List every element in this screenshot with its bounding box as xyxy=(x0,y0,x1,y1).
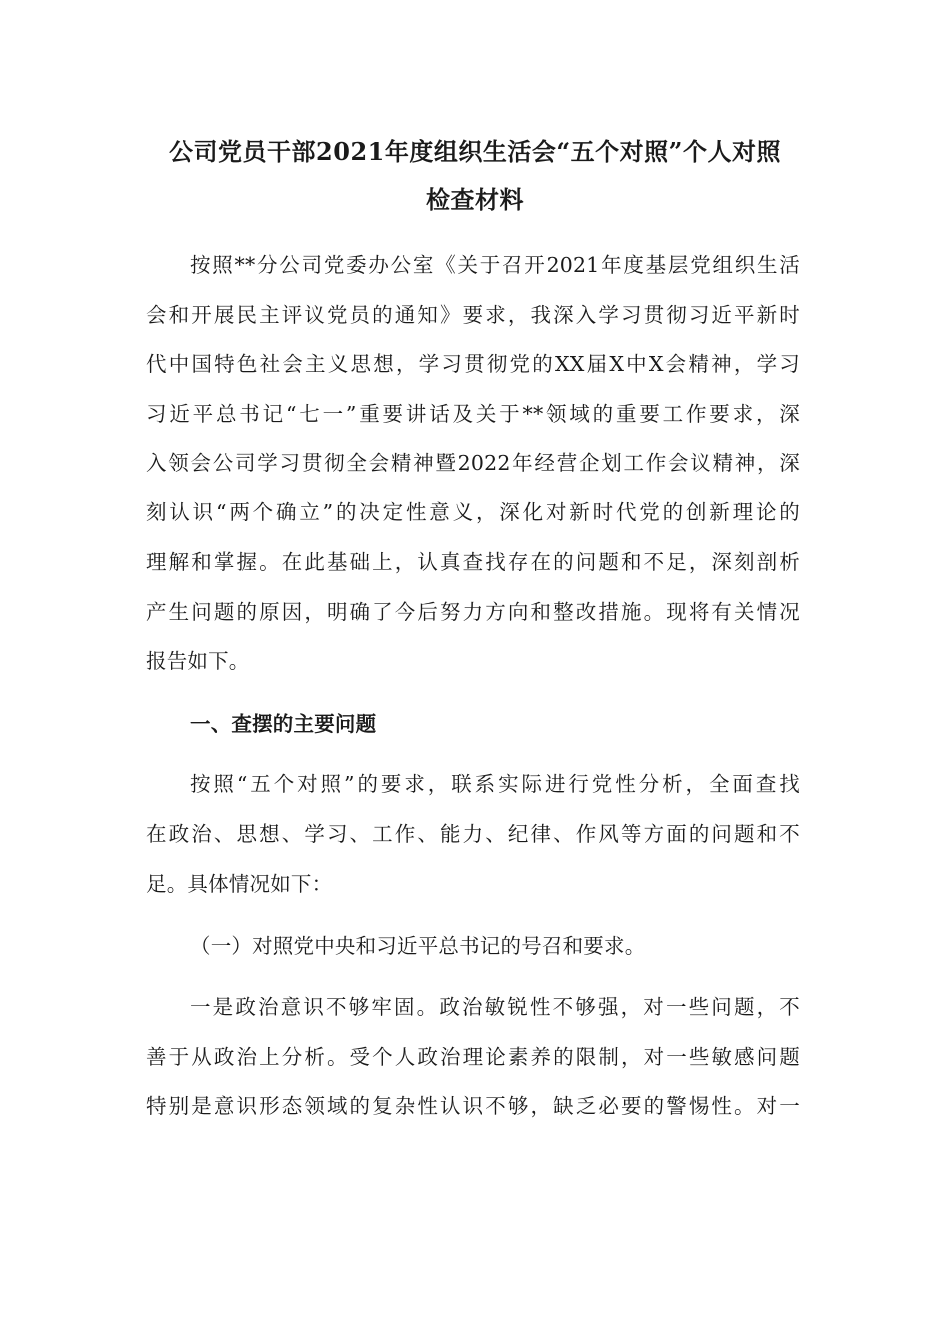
paragraph-line: 善于从政治上分析。受个人政治理论素养的限制，对一些敏感问题 xyxy=(146,1045,800,1069)
paragraph-line: 产生问题的原因，明确了今后努力方向和整改措施。现将有关情况 xyxy=(146,600,800,624)
section-heading: 一、查摆的主要问题 xyxy=(190,712,377,736)
paragraph-line: 理解和掌握。在此基础上，认真查找存在的问题和不足，深刻剖析 xyxy=(146,550,800,574)
document-title-line-2: 检查材料 xyxy=(426,185,524,214)
paragraph-line: 足。具体情况如下： xyxy=(146,872,333,896)
paragraph-line: 刻认识“两个确立”的决定性意义，深化对新时代党的创新理论的 xyxy=(146,500,800,524)
subsection-heading: （一）对照党中央和习近平总书记的号召和要求。 xyxy=(190,934,646,958)
paragraph-line: 按照“五个对照”的要求，联系实际进行党性分析，全面查找 xyxy=(190,772,800,796)
paragraph-line: 代中国特色社会主义思想，学习贯彻党的XX届X中X会精神，学习 xyxy=(146,352,800,376)
document-title-line-1: 公司党员干部2021年度组织生活会“五个对照”个人对照 xyxy=(169,137,781,166)
paragraph-line: 报告如下。 xyxy=(146,649,250,673)
paragraph-line: 习近平总书记“七一”重要讲话及关于**领域的重要工作要求，深 xyxy=(146,402,800,426)
paragraph-line: 入领会公司学习贯彻全会精神暨2022年经营企划工作会议精神，深 xyxy=(146,451,800,475)
paragraph-line: 特别是意识形态领域的复杂性认识不够，缺乏必要的警惕性。对一 xyxy=(146,1094,800,1118)
paragraph-line: 按照**分公司党委办公室《关于召开2021年度基层党组织生活 xyxy=(190,253,800,277)
paragraph-line: 在政治、思想、学习、工作、能力、纪律、作风等方面的问题和不 xyxy=(146,822,800,846)
paragraph-line: 一是政治意识不够牢固。政治敏锐性不够强，对一些问题，不 xyxy=(190,995,800,1019)
paragraph-line: 会和开展民主评议党员的通知》要求，我深入学习贯彻习近平新时 xyxy=(146,303,800,327)
